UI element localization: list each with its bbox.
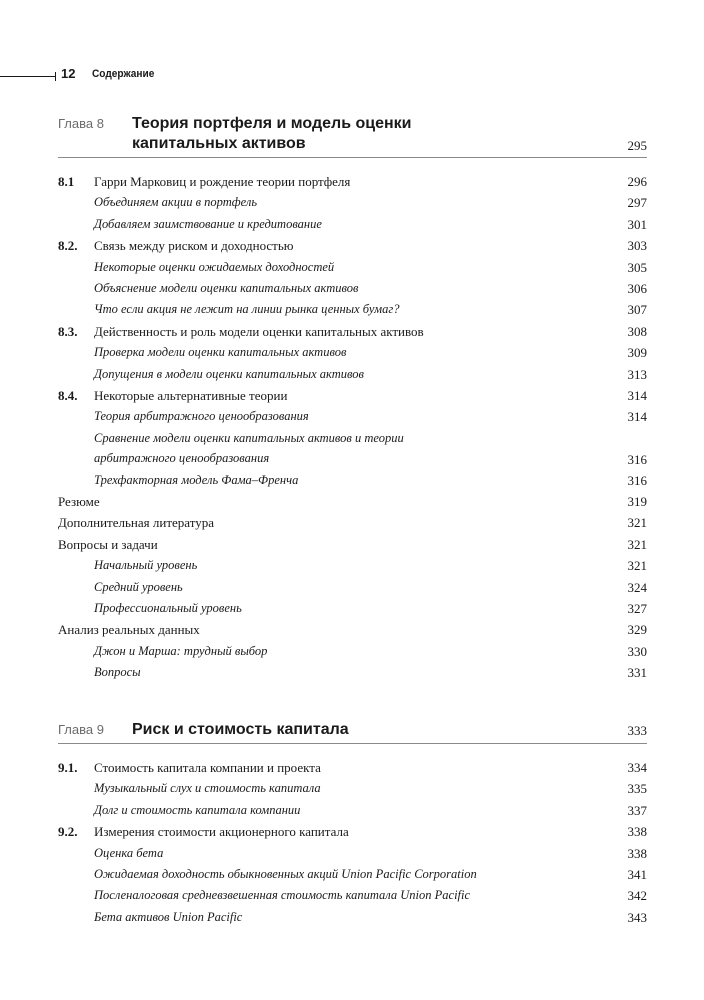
page-ref: 338 (627, 845, 647, 861)
toc-subsection-row[interactable] (58, 663, 647, 684)
chapter-page: 333 (627, 723, 647, 738)
running-head-rule (0, 76, 56, 77)
subsection-title: Бета активов Union Pacific (94, 909, 243, 924)
toc-chapter-9 (58, 758, 647, 929)
toc-subsection-row[interactable] (58, 642, 647, 663)
subsection-title: Ожидаемая доходность обыкновенных акций Union Pacific Corporation (94, 866, 477, 881)
section-title: Измерения стоимости акционерного капитала (94, 824, 349, 840)
page-ref: 330 (627, 643, 647, 659)
page-ref: 321 (627, 558, 647, 574)
subsection-title: Объяснение модели оценки капитальных активов (94, 280, 359, 295)
subsection-title: Профессиональный уровень (94, 601, 242, 616)
page-ref: 296 (627, 174, 647, 189)
subsection-title: Средний уровень (94, 579, 183, 594)
page-ref: 306 (627, 280, 647, 296)
subsection-title: Трехфакторная модель Фама–Френча (94, 472, 299, 487)
toc-subsection-row[interactable] (58, 407, 647, 428)
subsection-title: Объединяем акции в портфель (94, 195, 258, 210)
toc-subsection-row[interactable] (58, 258, 647, 279)
chapter-title-line: Риск и стоимость капитала (132, 721, 349, 738)
toc-subsection-row[interactable] (58, 908, 647, 929)
section-title: Связь между риском и доходностью (94, 238, 294, 254)
toc-subsection-row[interactable] (58, 886, 647, 907)
toc-subsection-row[interactable] (58, 300, 647, 321)
subsection-title: Сравнение модели оценки капитальных активов и теории (94, 430, 404, 445)
page-ref: 305 (627, 259, 647, 275)
page-ref: 327 (627, 601, 647, 617)
page-ref: 331 (627, 665, 647, 681)
page-ref: 313 (627, 366, 647, 382)
subsection-title: Теория арбитражного ценообразования (94, 409, 309, 424)
chapter-page: 295 (627, 138, 647, 153)
entry-title: Резюме (58, 494, 100, 510)
toc-subsection-row[interactable] (58, 429, 647, 471)
toc-section-row[interactable] (58, 172, 647, 193)
page-ref: 342 (627, 888, 647, 904)
section-number: 9.2. (58, 824, 78, 840)
entry-title: Вопросы и задачи (58, 536, 158, 552)
chapter-title (132, 114, 572, 154)
toc-subsection-row[interactable] (58, 279, 647, 300)
subsection-title: Добавляем заимствование и кредитование (94, 216, 322, 231)
page-ref: 321 (627, 536, 647, 552)
page-ref: 343 (627, 909, 647, 925)
chapter-label: Глава 9 (58, 722, 104, 737)
section-number: 8.1 (58, 174, 75, 189)
subsection-title: Начальный уровень (94, 558, 198, 573)
toc-subsection-row[interactable] (58, 343, 647, 364)
page-ref: 297 (627, 195, 647, 211)
running-head-rule-tick (55, 72, 56, 81)
page-ref: 338 (627, 824, 647, 840)
subsection-title: Долг и стоимость капитала компании (94, 802, 301, 817)
page-ref: 314 (627, 409, 647, 425)
toc-subsection-row[interactable] (58, 578, 647, 599)
section-title: Действенность и роль модели оценки капитальных активов (94, 323, 424, 339)
page-ref: 329 (627, 622, 647, 638)
toc-subsection-row[interactable] (58, 215, 647, 236)
toc-section-row[interactable] (58, 822, 647, 843)
page-ref: 324 (627, 579, 647, 595)
page-ref: 335 (627, 781, 647, 797)
subsection-title: Музыкальный слух и стоимость капитала (94, 781, 321, 796)
section-number: 8.2. (58, 238, 78, 254)
page-ref: 321 (627, 515, 647, 531)
page-ref: 334 (627, 760, 647, 775)
page-ref: 308 (627, 323, 647, 339)
toc-toplevel-row[interactable] (58, 620, 647, 641)
running-head-title: Содержание (92, 68, 155, 80)
entry-title: Дополнительная литература (58, 515, 214, 531)
toc-section-row[interactable] (58, 758, 647, 779)
toc-section-row[interactable] (58, 386, 647, 407)
page-number: 12 (61, 66, 76, 81)
toc-subsection-row[interactable] (58, 365, 647, 386)
toc-subsection-row[interactable] (58, 599, 647, 620)
chapter-9-heading (58, 722, 647, 746)
chapter-title-line: капитальных активов (132, 135, 306, 152)
page-ref: 316 (627, 451, 647, 467)
toc-subsection-row[interactable] (58, 193, 647, 214)
toc-toplevel-row[interactable] (58, 492, 647, 513)
toc-toplevel-row[interactable] (58, 535, 647, 556)
section-number: 8.3. (58, 323, 78, 339)
chapter-8-heading (58, 116, 647, 160)
page-ref: 301 (627, 216, 647, 232)
chapter-rule (58, 157, 647, 158)
section-title: Некоторые альтернативные теории (94, 387, 288, 403)
running-head (0, 64, 704, 84)
subsection-title: Что если акция не лежит на линии рынка ценных бумаг? (94, 302, 400, 317)
chapter-title-line: Теория портфеля и модель оценки (132, 115, 412, 132)
toc-subsection-row[interactable] (58, 801, 647, 822)
chapter-label: Глава 8 (58, 116, 104, 131)
toc-subsection-row[interactable] (58, 844, 647, 865)
subsection-title: Некоторые оценки ожидаемых доходностей (94, 259, 335, 274)
toc-toplevel-row[interactable] (58, 513, 647, 534)
subsection-title: Посленалоговая средневзвешенная стоимость капитала Union Pacific (94, 888, 471, 903)
toc-section-row[interactable] (58, 322, 647, 343)
page-ref: 309 (627, 345, 647, 361)
subsection-title: Оценка бета (94, 845, 164, 860)
toc-subsection-row[interactable] (58, 556, 647, 577)
toc-section-row[interactable] (58, 236, 647, 257)
chapter-title (132, 720, 572, 740)
toc-subsection-row[interactable] (58, 779, 647, 800)
entry-title: Анализ реальных данных (58, 622, 200, 638)
toc-subsection-row[interactable] (58, 471, 647, 492)
subsection-title: Допущения в модели оценки капитальных активов (94, 366, 364, 381)
subsection-title: Вопросы (94, 665, 141, 680)
toc-chapter-8 (58, 172, 647, 685)
page-ref: 319 (627, 494, 647, 510)
section-number: 9.1. (58, 760, 78, 775)
section-title: Стоимость капитала компании и проекта (94, 760, 321, 775)
subsection-title-continued: арбитражного ценообразования (94, 450, 270, 465)
page-ref: 316 (627, 472, 647, 488)
page-ref: 303 (627, 238, 647, 254)
page-ref: 337 (627, 802, 647, 818)
page-ref: 314 (627, 387, 647, 403)
section-title: Гарри Марковиц и рождение теории портфеля (94, 174, 351, 189)
section-number: 8.4. (58, 387, 78, 403)
toc-subsection-row[interactable] (58, 865, 647, 886)
chapter-rule (58, 743, 647, 744)
page-ref: 307 (627, 302, 647, 318)
subsection-title: Джон и Марша: трудный выбор (94, 643, 268, 658)
subsection-title: Проверка модели оценки капитальных активов (94, 345, 347, 360)
page-ref: 341 (627, 866, 647, 882)
